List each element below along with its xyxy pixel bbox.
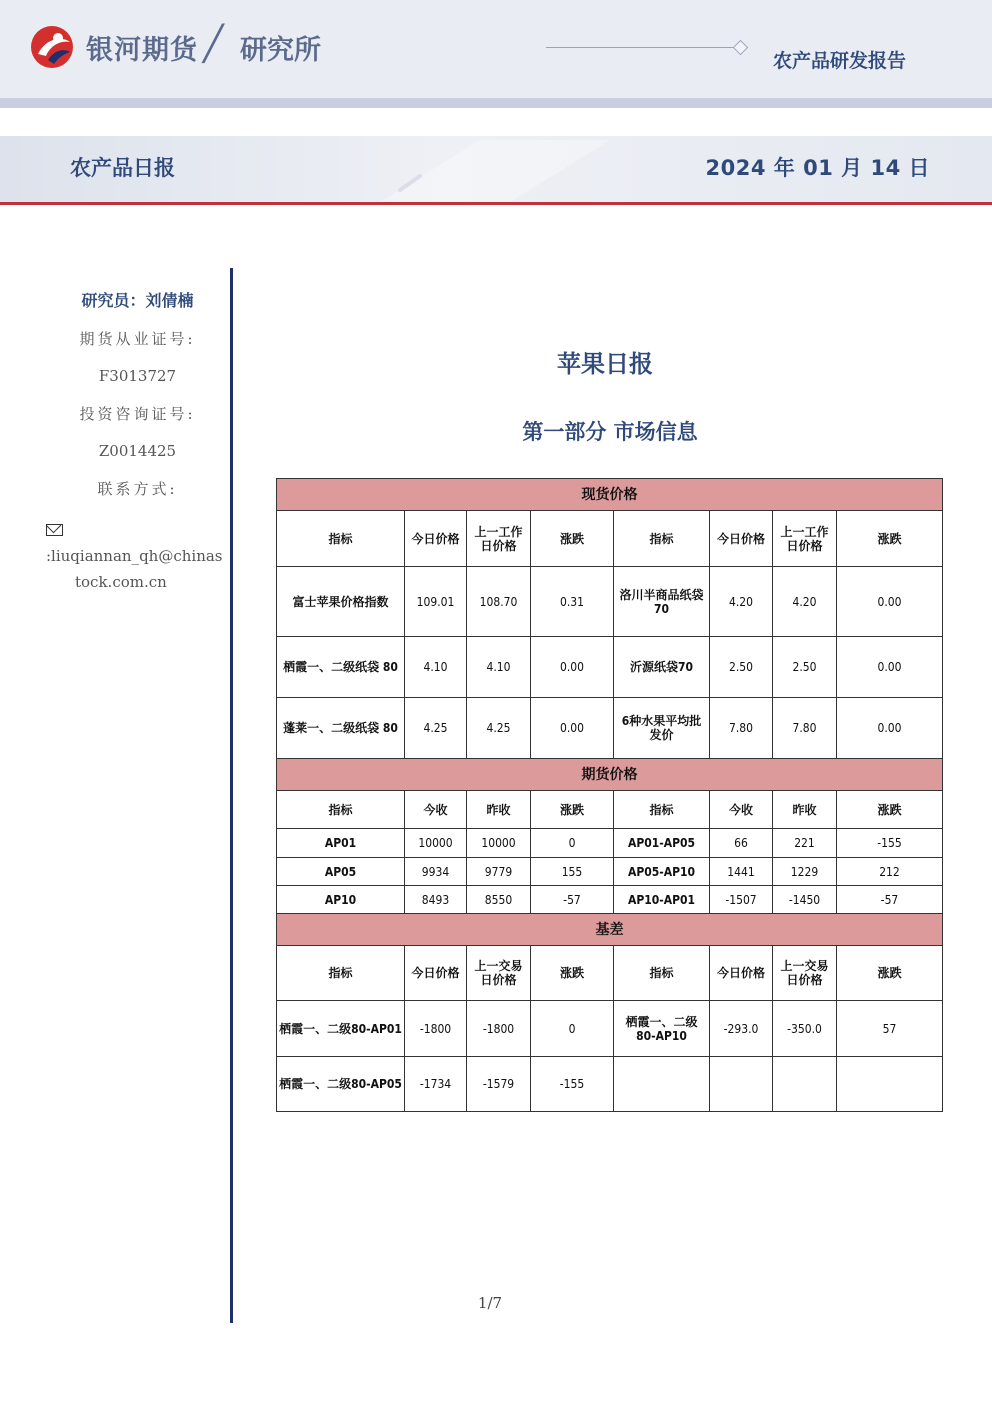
column-header: 上一交易日价格 xyxy=(773,946,837,1001)
table-cell: 57 xyxy=(837,1001,943,1057)
table-cell: AP10-AP01 xyxy=(614,886,710,914)
sidebar xyxy=(40,288,235,595)
section-header-futures xyxy=(277,759,943,791)
table-cell: AP05-AP10 xyxy=(614,858,710,886)
analyst-name: 研究员：刘倩楠 xyxy=(81,291,194,310)
table-row xyxy=(277,1057,943,1112)
table-cell: 0.31 xyxy=(531,567,614,637)
header-strip xyxy=(0,98,992,108)
column-header: 涨跌 xyxy=(531,946,614,1001)
table-cell: 6种水果平均批发价 xyxy=(614,698,710,759)
column-header: 指标 xyxy=(614,511,710,567)
column-header: 上一交易日价格 xyxy=(467,946,531,1001)
section-title-cell: 期货价格 xyxy=(277,759,943,791)
table-cell: 0.00 xyxy=(531,637,614,698)
table-cell: 1441 xyxy=(710,858,773,886)
table-cell: -293.0 xyxy=(710,1001,773,1057)
table-row xyxy=(277,567,943,637)
table-cell xyxy=(773,1057,837,1112)
table-cell: AP05 xyxy=(277,858,405,886)
column-header: 指标 xyxy=(277,946,405,1001)
table-cell: 9934 xyxy=(405,858,467,886)
table-cell: 栖霞一、二级80-AP01 xyxy=(277,1001,405,1057)
contact-label: 联系方式: xyxy=(97,480,178,498)
email-text-2[interactable]: tock.com.cn xyxy=(75,573,167,591)
column-header: 昨收 xyxy=(773,791,837,829)
table-cell: -155 xyxy=(837,829,943,858)
section-title: 第一部分 市场信息 xyxy=(522,420,698,444)
email-text-1[interactable]: :liuqiannan_qh@chinas xyxy=(46,547,223,565)
table-cell: 栖霞一、二级纸袋 80 xyxy=(277,637,405,698)
decorative-line xyxy=(546,47,736,48)
table-cell: 109.01 xyxy=(405,567,467,637)
page-number: 1/7 xyxy=(477,1294,503,1312)
table-row xyxy=(277,1001,943,1057)
column-header: 昨收 xyxy=(467,791,531,829)
column-header: 涨跌 xyxy=(531,791,614,829)
table-cell: -57 xyxy=(837,886,943,914)
table-cell: 富士苹果价格指数 xyxy=(277,567,405,637)
column-header: 指标 xyxy=(277,791,405,829)
table-cell: 栖霞一、二级80-AP05 xyxy=(277,1057,405,1112)
table-cell: 0.00 xyxy=(837,567,943,637)
table-cell: 221 xyxy=(773,829,837,858)
column-header: 今日价格 xyxy=(710,946,773,1001)
column-header-row xyxy=(277,946,943,1001)
column-header-row xyxy=(277,511,943,567)
table-cell: 4.10 xyxy=(467,637,531,698)
contact-email[interactable] xyxy=(40,517,235,595)
table-cell: -155 xyxy=(531,1057,614,1112)
table-cell: 7.80 xyxy=(773,698,837,759)
market-info-table xyxy=(276,478,943,1112)
table-cell: 2.50 xyxy=(773,637,837,698)
table-cell xyxy=(614,1057,710,1112)
table-cell: 0 xyxy=(531,1001,614,1057)
table-cell: 108.70 xyxy=(467,567,531,637)
license-number: F3013727 xyxy=(98,367,177,385)
table-cell: AP10 xyxy=(277,886,405,914)
column-header: 涨跌 xyxy=(531,511,614,567)
table-cell: 10000 xyxy=(405,829,467,858)
table-cell: 沂源纸袋70 xyxy=(614,637,710,698)
table-cell: 8493 xyxy=(405,886,467,914)
table-cell: 66 xyxy=(710,829,773,858)
table-cell: 4.20 xyxy=(710,567,773,637)
column-header: 指标 xyxy=(614,946,710,1001)
table-row xyxy=(277,637,943,698)
column-header: 指标 xyxy=(614,791,710,829)
table-cell: -1800 xyxy=(467,1001,531,1057)
table-cell: AP01 xyxy=(277,829,405,858)
column-header: 今日价格 xyxy=(405,946,467,1001)
table-cell xyxy=(710,1057,773,1112)
column-header: 今收 xyxy=(405,791,467,829)
table-cell: 155 xyxy=(531,858,614,886)
table-cell: 2.50 xyxy=(710,637,773,698)
table-cell: -57 xyxy=(531,886,614,914)
table-cell: -1734 xyxy=(405,1057,467,1112)
section-title-cell: 现货价格 xyxy=(277,479,943,511)
decorative-tablet-icon xyxy=(360,140,620,202)
table-cell: -1450 xyxy=(773,886,837,914)
column-header: 上一工作日价格 xyxy=(467,511,531,567)
table-cell: -1800 xyxy=(405,1001,467,1057)
brand-department: 研究所 xyxy=(240,35,321,66)
table-cell: -1507 xyxy=(710,886,773,914)
section-header-basis xyxy=(277,914,943,946)
column-header: 涨跌 xyxy=(837,791,943,829)
subtitle-accent-line xyxy=(0,202,992,205)
table-cell: 0.00 xyxy=(837,637,943,698)
column-header-row xyxy=(277,791,943,829)
table-cell: 212 xyxy=(837,858,943,886)
table-row xyxy=(277,886,943,914)
table-cell: 7.80 xyxy=(710,698,773,759)
table-cell: 洛川半商品纸袋70 xyxy=(614,567,710,637)
table-cell xyxy=(837,1057,943,1112)
table-cell: 0.00 xyxy=(531,698,614,759)
table-cell: 蓬莱一、二级纸袋 80 xyxy=(277,698,405,759)
section-title-cell: 基差 xyxy=(277,914,943,946)
table-cell: 4.20 xyxy=(773,567,837,637)
table-row xyxy=(277,698,943,759)
table-cell: 栖霞一、二级80-AP10 xyxy=(614,1001,710,1057)
table-cell: 9779 xyxy=(467,858,531,886)
table-cell: -1579 xyxy=(467,1057,531,1112)
table-cell: 8550 xyxy=(467,886,531,914)
column-header: 今日价格 xyxy=(710,511,773,567)
column-header: 今日价格 xyxy=(405,511,467,567)
column-header: 涨跌 xyxy=(837,946,943,1001)
column-header: 指标 xyxy=(277,511,405,567)
column-header: 今收 xyxy=(710,791,773,829)
brand-separator: ╱ xyxy=(203,24,224,64)
document-title: 苹果日报 xyxy=(557,350,653,378)
consult-label: 投资咨询证号: xyxy=(79,405,196,423)
table-cell: 0.00 xyxy=(837,698,943,759)
report-type: 农产品研发报告 xyxy=(773,50,907,72)
table-cell: AP01-AP05 xyxy=(614,829,710,858)
table-cell: -350.0 xyxy=(773,1001,837,1057)
table-row xyxy=(277,829,943,858)
table-row xyxy=(277,858,943,886)
table-cell: 0 xyxy=(531,829,614,858)
column-header: 上一工作日价格 xyxy=(773,511,837,567)
section-header-spot xyxy=(277,479,943,511)
consult-number: Z0014425 xyxy=(98,442,177,460)
table-cell: 4.25 xyxy=(467,698,531,759)
report-subtitle: 农产品日报 xyxy=(70,156,175,180)
table-cell: 4.10 xyxy=(405,637,467,698)
license-label: 期货从业证号: xyxy=(79,330,196,348)
table-cell: 10000 xyxy=(467,829,531,858)
column-header: 涨跌 xyxy=(837,511,943,567)
table-cell: 4.25 xyxy=(405,698,467,759)
table-cell: 1229 xyxy=(773,858,837,886)
report-date: 2024 年 01 月 14 日 xyxy=(705,156,930,180)
galaxy-logo-icon xyxy=(28,24,76,70)
brand-name: 银河期货 xyxy=(86,35,198,66)
mail-icon xyxy=(46,524,63,536)
